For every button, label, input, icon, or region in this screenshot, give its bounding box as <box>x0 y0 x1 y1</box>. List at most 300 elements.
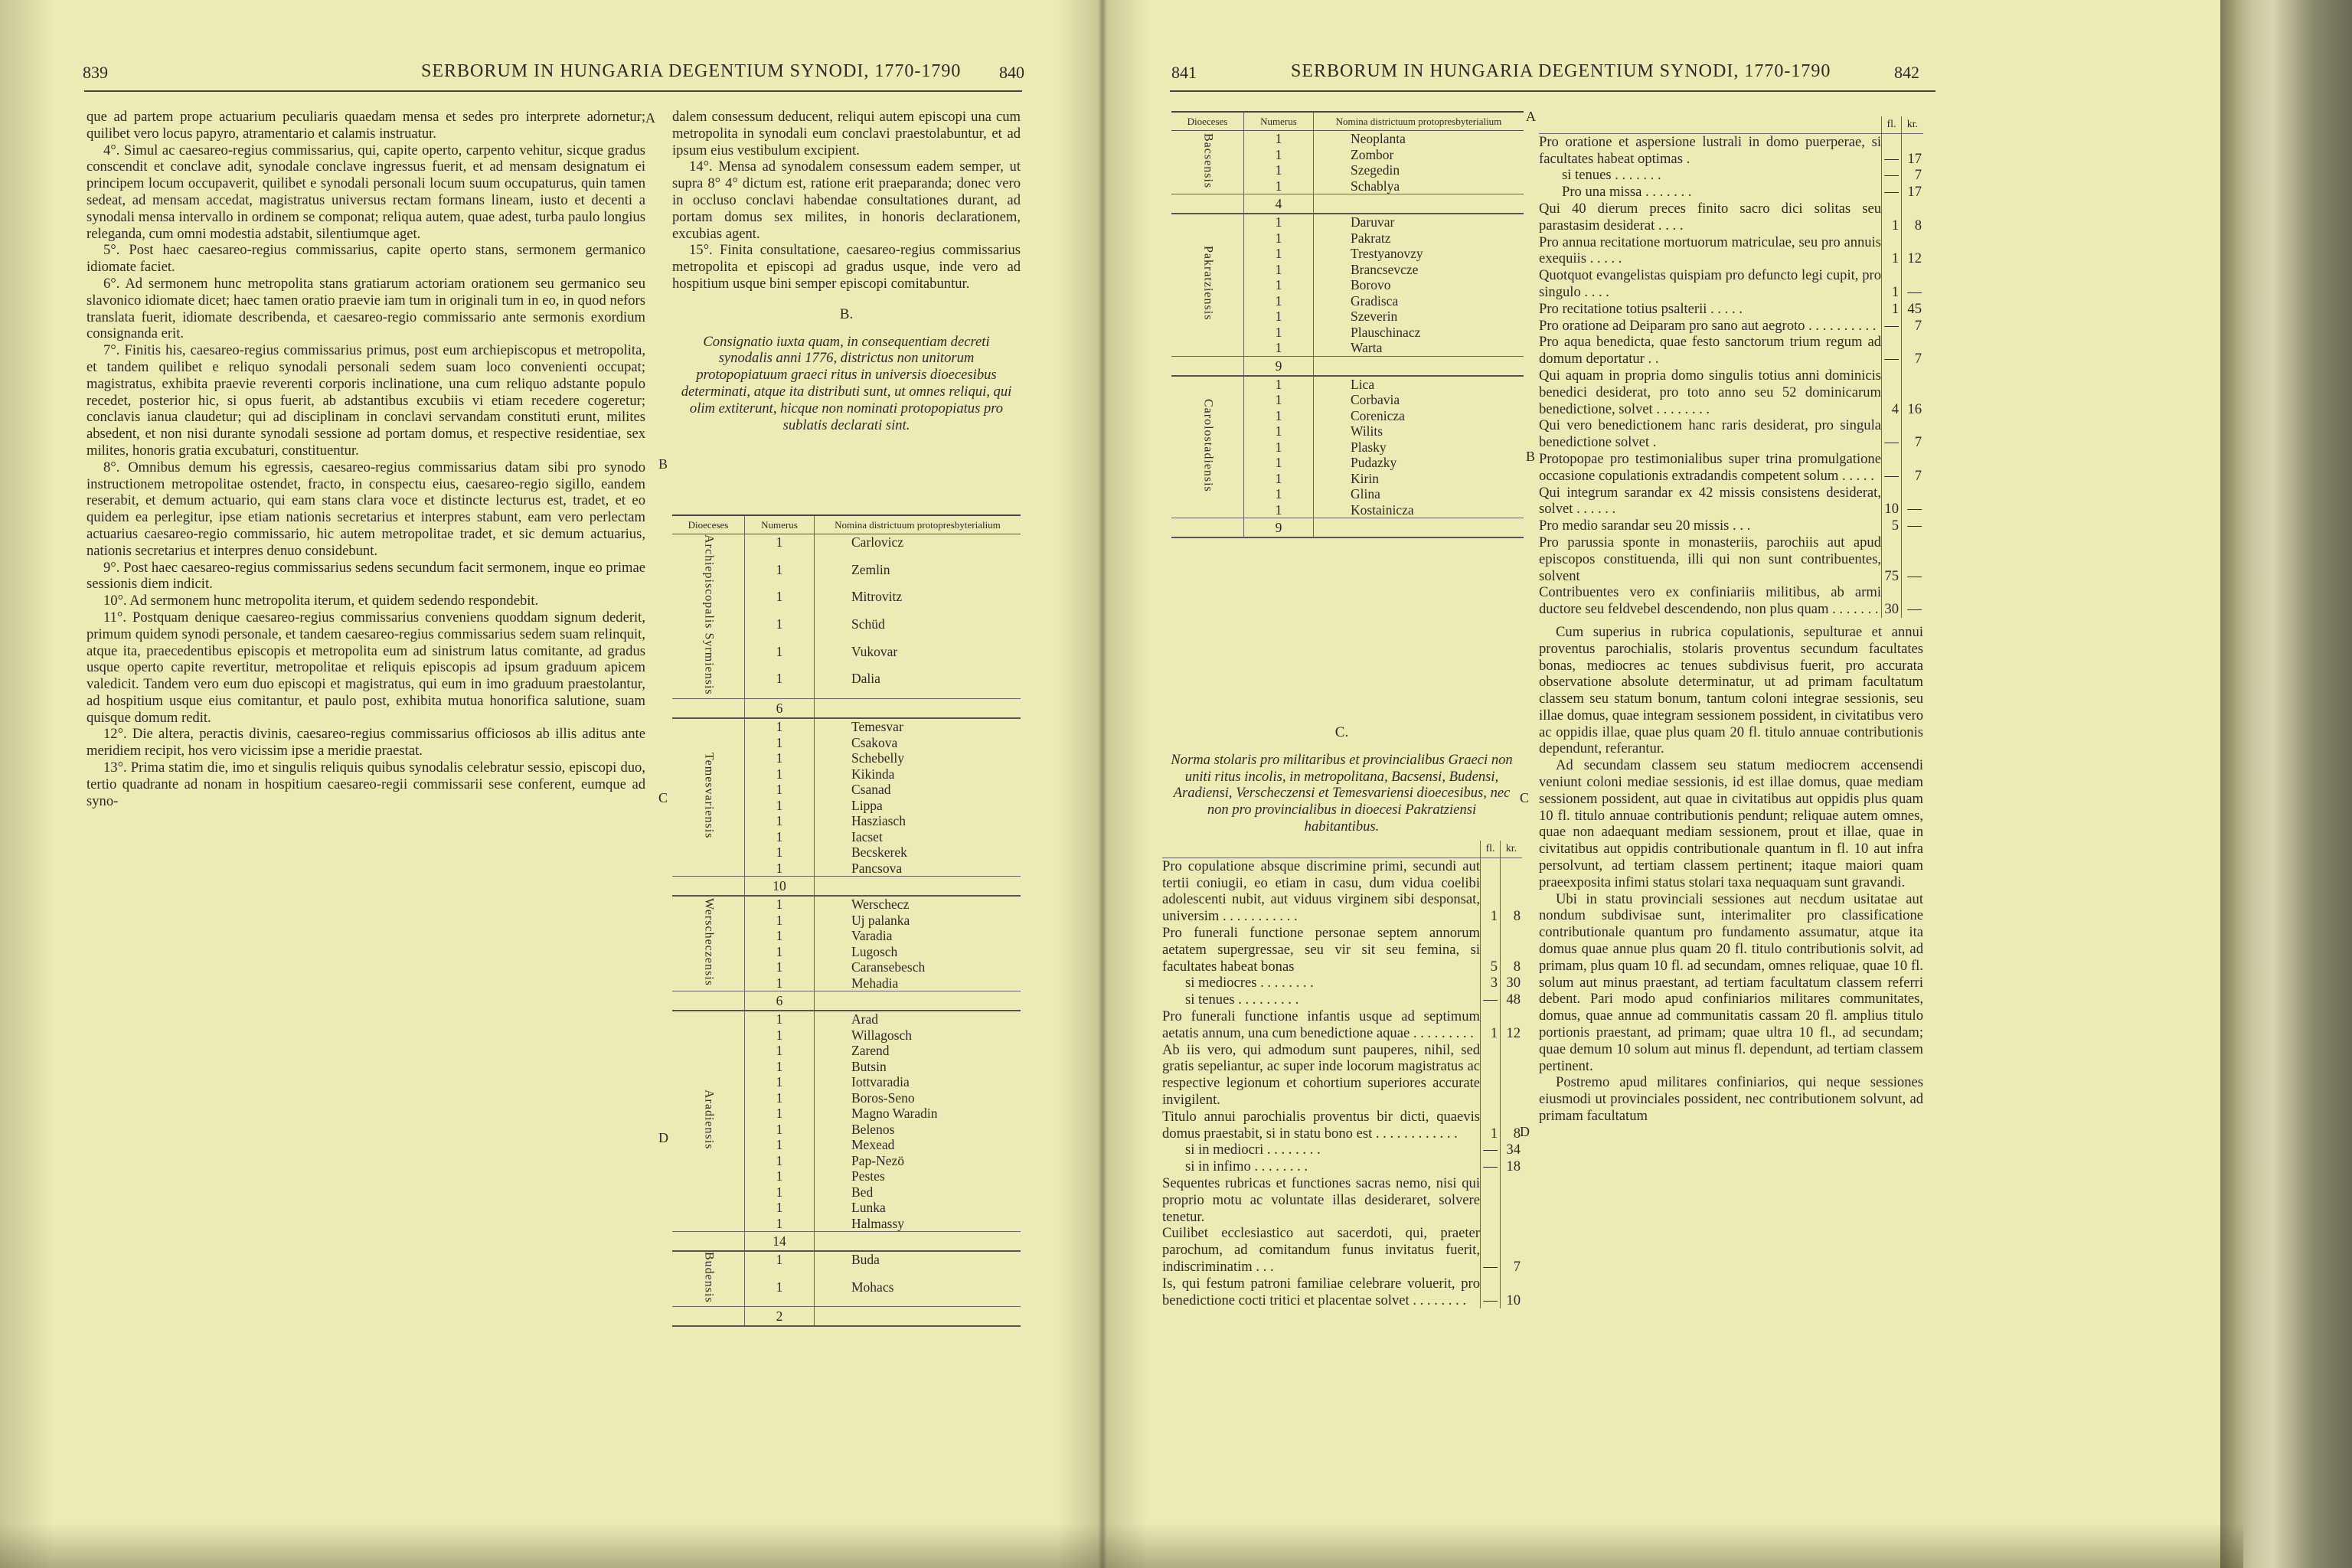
dioecesis-cell <box>672 1011 745 1232</box>
fee-row <box>1162 1142 1522 1158</box>
fee-header-kr-r: kr. <box>1901 116 1923 133</box>
dioecesis-name: Budensis <box>702 1252 716 1303</box>
paragraph: 9°. Post haec caesareo-regius commissarius sedens secundum facit sermonem, inque eo primae sessionis diem indicit. <box>87 559 645 593</box>
fee-description: si tenues . . . . . . . <box>1562 167 1661 184</box>
fee-description: Pro annua recitatione mortuorum matriculae, seu pro annuis exequiis . . . . . <box>1539 234 1881 267</box>
paragraph: 6°. Ad sermonem hunc metropolita stans gratiarum actoriam orationem seu germanico seu slavonico idiomate dicet; haec tamen oratio praevie iam tum in originali tum in eo, in quod nefors translata fuerit, idiomate describenda, et caesareo-regio commissario ante sermonis exordium consignanda erit. <box>87 275 645 342</box>
total-count: 9 <box>1244 356 1314 376</box>
margin-marker-b: B <box>658 456 668 472</box>
total-row <box>672 991 1021 1011</box>
fee-kreuzer: — <box>1901 518 1923 534</box>
fee-kreuzer: 8 <box>1500 925 1522 975</box>
total-count: 6 <box>745 991 815 1011</box>
district-name: Werschecz <box>851 897 910 913</box>
book-page-edges <box>2220 0 2352 1568</box>
fee-kreuzer: 12 <box>1901 234 1923 268</box>
fee-florins: 30 <box>1881 584 1901 618</box>
numerus-cell: 1 <box>745 671 815 698</box>
fee-florins: — <box>1881 334 1901 368</box>
total-spacer <box>672 877 745 897</box>
margin-marker-d: D <box>658 1130 668 1145</box>
fee-kreuzer: 7 <box>1500 1225 1522 1275</box>
table-row <box>1171 131 1524 147</box>
dioecesis-name: Werscheczensis <box>702 897 716 986</box>
page-shadow-bottom <box>0 1524 2243 1568</box>
numerus-cell: 1 <box>1244 277 1314 293</box>
numerus-cell: 1 <box>745 1279 815 1307</box>
fee-florins: 75 <box>1881 534 1901 584</box>
total-blank <box>815 991 1021 1011</box>
numerus-cell: 1 <box>745 1027 815 1044</box>
fee-florins: — <box>1881 318 1901 335</box>
district-name: Halmassy <box>851 1215 905 1231</box>
numerus-cell: 1 <box>1244 408 1314 424</box>
fee-row <box>1539 534 1923 584</box>
district-name: Corenicza <box>1351 407 1405 423</box>
district-name: Schebelly <box>851 750 905 766</box>
district-name: Lica <box>1351 376 1375 392</box>
left-page-column-1 <box>87 109 645 809</box>
fee-kreuzer: — <box>1901 534 1923 584</box>
district-name: Lunka <box>851 1200 886 1216</box>
fee-florins: 5 <box>1881 518 1901 534</box>
district-name: Mexead <box>851 1137 895 1153</box>
dioecesis-name: Temesvariensis <box>702 753 716 839</box>
fee-row <box>1539 518 1923 534</box>
numerus-cell: 1 <box>745 844 815 861</box>
district-name: Schablya <box>1351 178 1400 194</box>
page-number-839: 839 <box>83 63 108 82</box>
fee-florins <box>1480 1042 1500 1109</box>
district-name: Daruvar <box>1351 214 1395 230</box>
fee-kreuzer: — <box>1901 267 1923 301</box>
total-spacer <box>1171 356 1244 376</box>
district-name: Magno Waradin <box>851 1106 938 1122</box>
numerus-cell: 1 <box>1244 340 1314 356</box>
paragraph: 10°. Ad sermonem hunc metropolita iterum, et quidem sedendo respondebit. <box>103 593 539 609</box>
numerus-cell: 1 <box>1244 423 1314 439</box>
section-c-block <box>1168 710 1516 835</box>
fee-description: Pro medio sarandar seu 20 missis . . . <box>1539 518 1751 534</box>
page-number-841: 841 <box>1171 63 1197 82</box>
district-name: Mitrovitz <box>851 589 903 605</box>
fee-florins: — <box>1480 1158 1500 1175</box>
numerus-cell: 1 <box>745 735 815 751</box>
fee-header-kr: kr. <box>1500 841 1522 858</box>
district-name: Lippa <box>851 797 883 813</box>
fee-description: Qui integrum sarandar ex 42 missis consistens desiderat, solvet . . . . . . <box>1539 484 1881 518</box>
fee-kreuzer: 48 <box>1500 991 1522 1008</box>
fee-florins: 1 <box>1881 234 1901 268</box>
dioecesis-cell <box>672 718 745 877</box>
fee-row <box>1162 1042 1522 1109</box>
fee-florins: — <box>1881 417 1901 451</box>
fee-kreuzer: 7 <box>1901 167 1923 184</box>
fee-kreuzer: 45 <box>1901 301 1923 318</box>
total-row <box>1171 194 1524 214</box>
dioecesis-name: Bacsensis <box>1201 132 1215 188</box>
district-name: Temesvar <box>851 719 903 735</box>
total-blank <box>1314 518 1524 538</box>
section-b-title: Consignatio iuxta quam, in consequentiam decreti synodalis anni 1776, districtus non unitorum protopopiatuum graeci ritus in universis dioecesibus determinati, atque ita distributi sunt, ut omnes reliqui, qui olim extiterunt, hicque non nominati protopopiatus pro sublatis declarati sint. <box>681 333 1012 433</box>
district-name: Belenos <box>851 1121 895 1137</box>
total-blank <box>815 1232 1021 1252</box>
district-name: Corbavia <box>1351 392 1400 407</box>
fee-florins: — <box>1881 167 1901 184</box>
numerus-cell: 1 <box>745 1137 815 1153</box>
table-row <box>672 1011 1021 1027</box>
fee-kreuzer: 18 <box>1500 1158 1522 1175</box>
fee-row <box>1162 925 1522 975</box>
fee-kreuzer <box>1500 1042 1522 1109</box>
paragraph: 7°. Finitis his, caesareo-regius commissarius primus, post eum archiepiscopus et metropolita, et tandem quilibet e reliquo synodali personali sedem suam loco convenienti occupat; magistratus, exhibita praevie reverenti corporis inclinatione, una cum reliquo adstante populo recedet, posterior hic, si opus fuerit, ab adstantibus excubiis vi etiam recedere cogeretur; conclavis ianua claudetur; qui ad disciplinam in conclavi servandam constituti erunt, milites absedent, et non nisi durante synodali sessione ad portam domus, et respective residentiae, sex milites, honoris gratia excubaturi, constituentur. <box>87 342 645 459</box>
district-name: Zombor <box>1351 146 1394 162</box>
total-spacer <box>1171 518 1244 538</box>
district-name: Mohacs <box>851 1279 894 1295</box>
total-blank <box>815 1307 1021 1327</box>
table-row <box>1171 214 1524 230</box>
fee-florins <box>1480 1175 1500 1225</box>
numerus-cell: 1 <box>745 1122 815 1138</box>
numerus-cell: 1 <box>745 944 815 960</box>
fee-row <box>1162 1109 1522 1142</box>
fee-description: Pro funerali functione infantis usque ad septimum aetatis annum, una cum benedictione aquae . . . . . . . . . <box>1162 1008 1480 1041</box>
district-name: Dalia <box>851 671 880 687</box>
district-name: Boros-Seno <box>851 1089 915 1106</box>
numerus-cell: 1 <box>1244 131 1314 147</box>
district-name: Csanad <box>851 782 891 798</box>
district-name: Caransebesch <box>851 959 926 975</box>
district-name: Pancsova <box>851 860 903 876</box>
col-header-numerus-r: Numerus <box>1244 112 1314 131</box>
total-count: 10 <box>745 877 815 897</box>
total-blank <box>815 699 1021 719</box>
numerus-cell: 1 <box>1244 455 1314 471</box>
fee-florins: — <box>1881 134 1901 168</box>
numerus-cell: 1 <box>1244 246 1314 262</box>
fee-kreuzer: 8 <box>1500 1109 1522 1142</box>
fee-row <box>1539 417 1923 451</box>
numerus-cell: 1 <box>745 861 815 877</box>
fee-description: si in infimo . . . . . . . . <box>1185 1158 1308 1175</box>
paragraph: 15°. Finita consultatione, caesareo-regius commissarius metropolita et episcopi ad gradus usque, inde vero ad hospitium usque bini semper episcopi comitabuntur. <box>672 242 1021 292</box>
fee-row <box>1162 1008 1522 1042</box>
numerus-cell: 1 <box>745 813 815 829</box>
district-name: Mehadia <box>851 975 899 991</box>
total-spacer <box>672 1232 745 1252</box>
total-spacer <box>1171 194 1244 214</box>
fee-row <box>1162 1158 1522 1175</box>
fee-description: Pro parussia sponte in monasteriis, parochiis aut apud episcopos constituenda, illi qui non sunt contribuentes, solvent <box>1539 534 1881 584</box>
district-name: Iottvaradia <box>851 1074 910 1090</box>
fee-florins: — <box>1480 991 1500 1008</box>
district-name: Iacset <box>851 828 883 844</box>
district-name: Bed <box>851 1184 874 1200</box>
total-count: 14 <box>745 1232 815 1252</box>
dioecesis-name: Aradiensis <box>702 1089 716 1150</box>
numerus-cell: 1 <box>1244 309 1314 325</box>
margin-marker-c-right: C <box>1520 790 1530 805</box>
fee-description: Ab iis vero, qui admodum sunt pauperes, nihil, sed gratis sepeliantur, ac super inde locorum magistratus ac respective legionum et cohortium superiores accurate invigilent. <box>1162 1041 1480 1108</box>
fee-kreuzer: 7 <box>1901 318 1923 335</box>
dioecesis-cell <box>672 896 745 991</box>
numerus-cell: 1 <box>1244 178 1314 194</box>
fee-description: si mediocres . . . . . . . . <box>1185 975 1314 991</box>
total-count: 2 <box>745 1307 815 1327</box>
margin-marker-b-right: B <box>1526 449 1536 464</box>
total-count: 9 <box>1244 518 1314 538</box>
col-header-dioeceses-r: Dioeceses <box>1171 112 1244 131</box>
numerus-cell: 1 <box>1244 293 1314 309</box>
fee-row <box>1162 1175 1522 1225</box>
district-name: Warta <box>1351 340 1383 355</box>
paragraph: 11°. Postquam denique caesareo-regius commissarius conveniens quoddam signum dederit, primum quidem synodi personale, et tandem caesareo-regius commissarius sedem suam relinquit, atque ita, praecedentibus episcopis et metropolita eum ad sinistrum latus comitante, ad gradus usque operto capite revertitur, metropolitae et reliquis episcopis ad ipsum graduum apicem valedicit. Tandem vero eum duo episcopi et magistratus, qui eum in imo graduum praestolantur, ad hospitium usque eius comitantur, et paulo post, exhibita mutua honorifica salutione, suam quisque domum redit. <box>87 609 645 726</box>
fee-florins: 5 <box>1480 925 1500 975</box>
fee-header-left <box>1162 841 1522 858</box>
numerus-cell: 1 <box>745 1251 815 1279</box>
total-blank <box>1314 356 1524 376</box>
district-name: Hasziasch <box>851 813 906 829</box>
table-row <box>672 896 1021 913</box>
district-name: Uj palanka <box>851 912 910 928</box>
fee-kreuzer: 12 <box>1500 1008 1522 1042</box>
numerus-cell: 1 <box>745 959 815 975</box>
fee-row <box>1162 1276 1522 1309</box>
total-blank <box>815 877 1021 897</box>
district-name: Kikinda <box>851 766 895 782</box>
total-row <box>672 1307 1021 1327</box>
dioecesis-name: Carolostadiensis <box>1201 398 1215 492</box>
fee-row <box>1539 584 1923 618</box>
district-name: Kirin <box>1351 470 1379 486</box>
fee-row <box>1539 234 1923 268</box>
paragraph: 8°. Omnibus demum his egressis, caesareo-regius commissarius datam sibi pro synodo instructionem metropolitae ostendet, fracto, in conspectu eius, caesareo-regio sigillo, eandem reserabit, et demum actuario, qui eam stans clara voce et distincte lecturus est, tradet, et eo quidem ea perlegitur, ipse etiam nationis secretarius et interpres stabunt, eam vero perlectam actuarius caesareo-regio commissario, hic autem metropolitae tradet, et sic demum actuarius, nationis secretarius et interpres denuo considebunt. <box>87 459 645 559</box>
protopresbyteriates-table-left <box>672 514 1021 1327</box>
section-heading-b: B. <box>839 305 854 322</box>
district-name: Kostainicza <box>1351 501 1414 518</box>
district-name: Butsin <box>851 1058 887 1074</box>
numerus-cell: 1 <box>1244 214 1314 230</box>
fee-kreuzer: 7 <box>1901 334 1923 368</box>
fee-kreuzer <box>1500 1175 1522 1225</box>
fee-florins: 1 <box>1881 267 1901 301</box>
fee-row <box>1162 975 1522 991</box>
fee-header-fl: fl. <box>1480 841 1500 858</box>
page-number-840: 840 <box>999 63 1024 82</box>
paragraph: Cum superius in rubrica copulationis, sepulturae et annui proventus parochialis, stolaris proventus secundum facultates bonas, mediocres ac tenues subdivisus fuerit, pro accurata observatione absolute determinatur, ut ad primam facultatum classem seu statum bonum, tantum coloni integrae sessionis, seu illae domus, quae integram sessionem possident, in civitatibus vero ac oppidis illae, quae plus quam 20 fl. titulo annuae contributionis dependunt, referantur. <box>1539 623 1923 757</box>
fee-row <box>1539 184 1923 201</box>
margin-marker-a-right: A <box>1526 109 1536 124</box>
numerus-cell: 1 <box>745 644 815 671</box>
fee-florins: 1 <box>1480 1109 1500 1142</box>
dioecesis-cell <box>1171 376 1244 518</box>
district-name: Szeverin <box>1351 309 1398 324</box>
numerus-cell: 1 <box>745 1153 815 1169</box>
stole-fees-right <box>1539 116 1923 1125</box>
numerus-cell: 1 <box>1244 502 1314 518</box>
fee-description: si in mediocri . . . . . . . . <box>1185 1142 1321 1158</box>
fee-description: Pro oratione ad Deiparam pro sano aut aegroto . . . . . . . . . . <box>1539 317 1877 334</box>
running-head-left: SERBORUM IN HUNGARIA DEGENTIUM SYNODI, 1770-1790 <box>421 61 962 81</box>
numerus-cell: 1 <box>745 975 815 991</box>
numerus-cell: 1 <box>1244 376 1314 393</box>
numerus-cell: 1 <box>1244 486 1314 502</box>
paragraph: 12°. Die altera, peractis divinis, caesareo-regius commissarius officiosos ab illis aditus ante meridiem recipit, hos vero vicissim ipse a meridie praestat. <box>87 726 645 760</box>
book-gutter <box>1057 0 1148 1568</box>
fee-kreuzer: 17 <box>1901 184 1923 201</box>
fee-florins: — <box>1480 1225 1500 1275</box>
fee-kreuzer: 7 <box>1901 417 1923 451</box>
district-name: Szegedin <box>1351 162 1400 178</box>
numerus-cell: 1 <box>1244 162 1314 178</box>
table-row <box>672 718 1021 735</box>
fee-florins: 3 <box>1480 975 1500 991</box>
table-row <box>672 1251 1021 1279</box>
fee-florins: — <box>1881 184 1901 201</box>
numerus-cell: 1 <box>745 1090 815 1106</box>
margin-marker-c: C <box>658 790 668 805</box>
total-row <box>672 699 1021 719</box>
fee-row <box>1539 451 1923 485</box>
fee-kreuzer: — <box>1901 485 1923 518</box>
numerus-cell: 1 <box>745 589 815 616</box>
fee-description: Pro aqua benedicta, quae festo sanctorum trium regum ad domum deportatur . . <box>1539 334 1881 368</box>
dioecesis-cell <box>1171 214 1244 356</box>
paragraph: Postremo apud militares confiniarios, qui neque sessiones eiusmodi ut provinciales possident, nec contributionem solvunt, ad primam facultatum <box>1539 1074 1923 1125</box>
district-name: Pudazky <box>1351 455 1397 470</box>
fee-row <box>1162 858 1522 925</box>
numerus-cell: 1 <box>745 750 815 766</box>
fee-description: Protopopae pro testimonialibus super trina promulgatione occasione copulationis extradandis competent solum . . . . . <box>1539 450 1881 484</box>
table-row <box>672 534 1021 562</box>
fee-kreuzer: 17 <box>1901 134 1923 168</box>
dioecesis-cell <box>672 1251 745 1307</box>
fee-description: Sequentes rubricas et functiones sacras nemo, nisi qui proprio motu ac voluntate illas desideraret, solvere tenetur. <box>1162 1174 1480 1225</box>
fee-description: Pro recitatione totius psalterii . . . . . <box>1539 300 1743 317</box>
section-heading-c: C. <box>1334 724 1349 740</box>
fee-description: Cuilibet ecclesiastico aut sacerdoti, qui, praeter parochum, ad comitandum funus invitatus fuerit, indiscriminatim . . . <box>1162 1225 1480 1275</box>
col-header-dioeceses: Dioeceses <box>672 515 745 534</box>
fee-description: si tenues . . . . . . . . . <box>1185 991 1299 1008</box>
running-head-right: SERBORUM IN HUNGARIA DEGENTIUM SYNODI, 1770-1790 <box>1291 61 1831 81</box>
numerus-cell: 1 <box>745 798 815 814</box>
fee-row <box>1539 485 1923 518</box>
paragraph: Ad secundam classem seu statum mediocrem accensendi veniunt coloni mediae sessionis, id est illae domus, quae mediam sessionem possident, aut quae in civitatibus aut oppidis plus quam 10 fl. titulo annuae contributionis pendunt; reliquae autem omnes, quae non adaequant mediam sessionem, prout et illae, quae in civitatibus aut oppidis contributionale quantum in fl. 10 aut infra persolvunt, ad tertiam classem pertinent; itaque maiori quam praeexposita infimi status stolari taxa nequaquam sunt gravandi. <box>1539 757 1923 890</box>
paragraph: 14°. Mensa ad synodalem consessum eadem semper, ut supra 8° 4° dictum est, ratione erit praeparanda; donec vero in occluso conclavi habendae consultationes durant, ad portam domus sex milites, in honoris declarationem, excubias agent. <box>672 158 1021 242</box>
total-row <box>672 1232 1021 1252</box>
numerus-cell: 1 <box>745 829 815 845</box>
fee-florins: 4 <box>1881 368 1901 417</box>
fee-florins: — <box>1881 451 1901 485</box>
numerus-cell: 1 <box>745 1200 815 1216</box>
fee-florins: — <box>1480 1276 1500 1309</box>
fee-kreuzer: 8 <box>1500 858 1522 925</box>
district-name: Carlovicz <box>851 534 904 550</box>
district-name: Gradisca <box>1351 292 1399 309</box>
total-blank <box>1314 194 1524 214</box>
district-name: Pap-Nezö <box>851 1152 905 1168</box>
stole-fees-left <box>1162 841 1522 1308</box>
paragraph: dalem consessum deducent, reliqui autem episcopi una cum metropolita in synodali eum conclavi praestolabuntur, et ad ipsum eius vestibulum excipient. <box>672 109 1021 158</box>
numerus-cell: 1 <box>1244 147 1314 163</box>
total-row <box>1171 356 1524 376</box>
fee-description: Pro oratione et aspersione lustrali in domo puerperae, si facultates habeat optimas . <box>1539 133 1881 167</box>
district-name: Lugosch <box>851 943 898 959</box>
dioecesis-name: Pakratziensis <box>1201 246 1215 321</box>
numerus-cell: 1 <box>1244 230 1314 247</box>
fee-description: Is, qui festum patroni familiae celebrare voluerit, pro benedictione cocti tritici et placentae solvet . . . . . . . . <box>1162 1275 1480 1308</box>
numerus-cell: 1 <box>1244 471 1314 487</box>
col-header-numerus: Numerus <box>745 515 815 534</box>
district-name: Csakova <box>851 734 898 750</box>
district-name: Pestes <box>851 1168 885 1184</box>
fee-kreuzer: 7 <box>1901 451 1923 485</box>
total-count: 6 <box>745 699 815 719</box>
total-spacer <box>672 699 745 719</box>
numerus-cell: 1 <box>745 1168 815 1184</box>
fee-row <box>1539 267 1923 301</box>
table-row <box>1171 376 1524 393</box>
fee-description: Titulo annui parochialis proventus bir dicti, quaevis domus praestabit, si in statu bono est . . . . . . . . . . . . <box>1162 1108 1480 1142</box>
district-name: Glina <box>1351 486 1380 501</box>
total-count: 4 <box>1244 194 1314 214</box>
fee-kreuzer: 8 <box>1901 201 1923 234</box>
district-name: Plauschinacz <box>1351 324 1421 340</box>
district-name: Trestyanovzy <box>1351 246 1423 261</box>
fee-kreuzer: 10 <box>1500 1276 1522 1309</box>
total-row <box>1171 518 1524 538</box>
fee-florins: 1 <box>1480 1008 1500 1042</box>
fee-description: Quotquot evangelistas quispiam pro defuncto legi cupit, pro singulo . . . . <box>1539 267 1881 300</box>
fee-row <box>1539 301 1923 318</box>
fee-header-fl-r: fl. <box>1881 116 1901 133</box>
numerus-cell: 1 <box>745 562 815 590</box>
fee-description: Qui aquam in propria domo singulis totius anni dominicis benedici desiderat, pro toto anno seu 52 dominicarum benedictione, solvet . . . . . . . . <box>1539 367 1881 417</box>
fee-header-right <box>1539 116 1923 134</box>
numerus-cell: 1 <box>1244 262 1314 278</box>
total-row <box>672 877 1021 897</box>
fee-kreuzer: — <box>1901 584 1923 618</box>
numerus-cell: 1 <box>745 896 815 913</box>
col-header-nomina-r: Nomina districtuum protopresbyterialium <box>1314 112 1524 131</box>
margin-marker-d-right: D <box>1520 1124 1530 1139</box>
fee-description: Contribuentes vero ex confiniariis militibus, ab armi ductore seu feldvebel descendendo, non plus quam . . . . . . . <box>1539 584 1881 618</box>
numerus-cell: 1 <box>745 1184 815 1200</box>
page-shadow-left <box>0 0 54 1568</box>
paragraph: 13°. Prima statim die, imo et singulis reliquis quibus synodalis celebratur sessio, episcopi duo, tertio quadrante ad nonam in hospitium caesareo-regii commissarii sese conferent, eumque ad syno- <box>87 760 645 809</box>
district-name: Willagosch <box>851 1027 912 1043</box>
fee-description: Pro una missa . . . . . . . <box>1562 184 1692 201</box>
numerus-cell: 1 <box>745 1106 815 1122</box>
district-name: Schüd <box>851 616 885 632</box>
protopresbyteriates-table-right <box>1171 111 1524 538</box>
numerus-cell: 1 <box>745 913 815 929</box>
paragraph: 4°. Simul ac caesareo-regius commissarius, qui, capite operto, carpento vehitur, sicque gradus conscendit et conclave adit, synodale conclave ingressus fuerit, et ad mensam designatum ei principem locum occupaverit, quilibet e synodali personali locum suum occupaturus, quin tamen sedeat, ad mensam accedat, magistratus universus rectam formans lineam, iusto et decenti a synodali mensa intervallo in ordinem se componat; reliqua autem, quae adest, turba paulo longius releganda, cum omni modestia adstabit, silentiumque aget. <box>87 142 645 242</box>
fee-description: Qui vero benedictionem hanc raris desiderat, pro singula benedictione solvet . <box>1539 417 1881 451</box>
col-header-nomina: Nomina districtuum protopresbyterialium <box>815 515 1021 534</box>
district-name: Arad <box>851 1011 878 1027</box>
dioecesis-cell <box>1171 131 1244 194</box>
numerus-cell: 1 <box>745 718 815 735</box>
district-name: Neoplanta <box>1351 131 1406 146</box>
fee-row <box>1539 134 1923 168</box>
fee-kreuzer: 30 <box>1500 975 1522 991</box>
page-number-842: 842 <box>1894 63 1919 82</box>
district-name: Borovo <box>1351 277 1391 292</box>
left-page-column-2 <box>672 109 1021 433</box>
section-c-title: Norma stolaris pro militaribus et provincialibus Graeci non uniti ritus incolis, in metropolitana, Bacsensi, Budensi, Aradiensi, Verscheczensi et Temesvariensi dioecesibus, nec non pro provincialibus in dioecesi Pakratziensi habitantibus. <box>1171 751 1513 835</box>
fee-florins: 1 <box>1881 301 1901 318</box>
